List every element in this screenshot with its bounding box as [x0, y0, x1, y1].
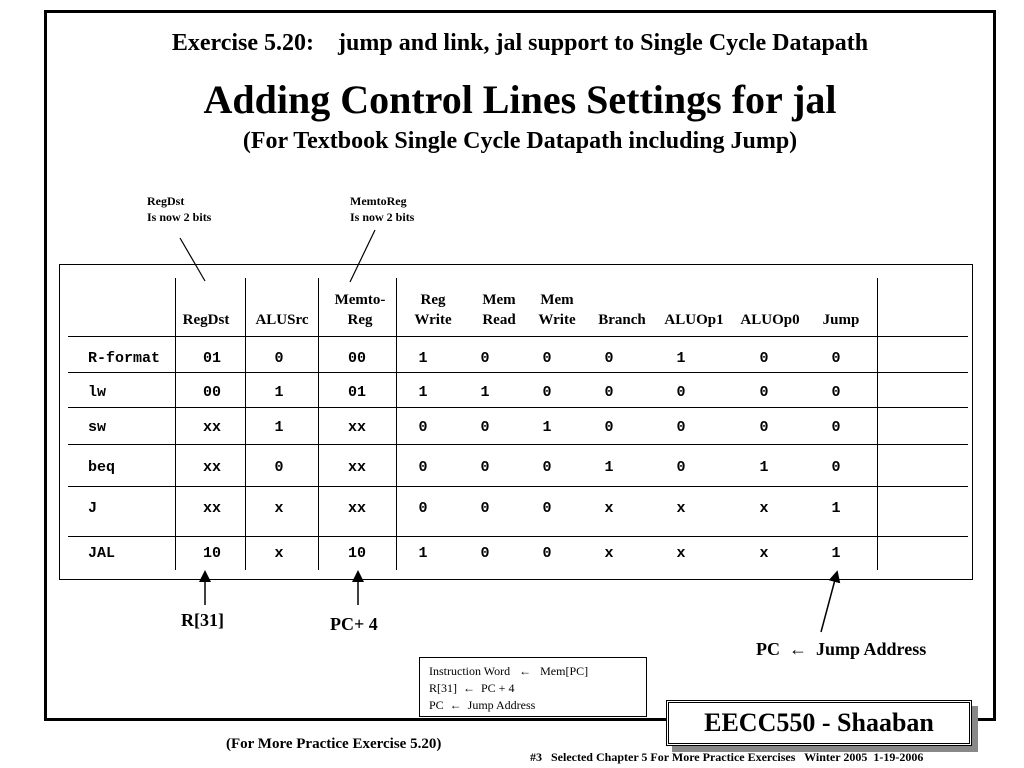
table-cell: xx	[347, 459, 367, 476]
memtoreg-note-line: MemtoReg	[350, 194, 407, 208]
slide-footer: #3 Selected Chapter 5 For More Practice Exercises Winter 2005 1-19-2006	[530, 750, 924, 764]
column-header-line: Read	[482, 312, 516, 328]
table-cell: x	[604, 500, 614, 517]
column-header-line: Memto-	[334, 292, 386, 308]
rtn-legend	[419, 657, 647, 717]
table-cell: 0	[480, 500, 490, 517]
table-cell: xx	[202, 500, 222, 517]
table-cell: 1	[831, 545, 841, 562]
regdst-note-line: Is now 2 bits	[147, 210, 212, 224]
table-cell: xx	[202, 459, 222, 476]
table-cell: 0	[418, 459, 428, 476]
pc-jump-arrow	[821, 576, 836, 632]
table-cell: 0	[759, 350, 769, 367]
table-cell: 0	[676, 384, 686, 401]
table-cell: 0	[418, 500, 428, 517]
table-cell: 01	[202, 350, 222, 367]
column-header-line: ALUOp1	[664, 312, 724, 328]
legend-line: R[31] ← PC + 4	[429, 681, 515, 695]
column-header-line: ALUSrc	[255, 312, 309, 328]
table-cell: 1	[831, 500, 841, 517]
table-cell: 0	[274, 459, 284, 476]
table-cell: 1	[418, 545, 428, 562]
column-header-line: Write	[538, 312, 576, 328]
row-label: sw	[88, 419, 107, 436]
table-cell: x	[759, 500, 769, 517]
legend-line: Instruction Word ← Mem[PC]	[429, 664, 589, 678]
table-cell: 0	[542, 384, 552, 401]
table-cell: 0	[542, 500, 552, 517]
table-cell: 1	[542, 419, 552, 436]
practice-note: (For More Practice Exercise 5.20)	[226, 736, 442, 752]
table-cell: 1	[759, 459, 769, 476]
column-header-line: ALUOp0	[740, 312, 800, 328]
table-cell: 00	[202, 384, 222, 401]
memtoreg-note-pointer	[350, 230, 375, 282]
table-cell: 00	[347, 350, 367, 367]
table-cell: 0	[542, 545, 552, 562]
table-cell: 1	[274, 384, 284, 401]
exercise-title: Exercise 5.20: jump and link, jal support to Single Cycle Datapath	[171, 30, 869, 56]
table-cell: 0	[480, 459, 490, 476]
table-cell: 1	[418, 350, 428, 367]
table-cell: 0	[759, 419, 769, 436]
slide-title: Adding Control Lines Settings for jal	[203, 77, 837, 122]
row-label: JAL	[88, 545, 116, 562]
table-cell: 1	[676, 350, 686, 367]
pc-jump-label: PC ← Jump Address	[756, 639, 927, 659]
table-cell: 1	[480, 384, 490, 401]
row-label: J	[88, 500, 98, 517]
table-cell: 0	[604, 350, 614, 367]
table-cell: 0	[480, 350, 490, 367]
table-cell: 1	[274, 419, 284, 436]
table-cell: x	[759, 545, 769, 562]
column-header-line: RegDst	[182, 312, 230, 328]
table-cell: 0	[831, 419, 841, 436]
regdst-note-line: RegDst	[147, 194, 185, 208]
table-cell: 0	[759, 384, 769, 401]
row-label: beq	[88, 459, 116, 476]
row-label: R-format	[88, 350, 161, 367]
table-cell: 0	[831, 384, 841, 401]
table-cell: 0	[480, 419, 490, 436]
table-cell: 0	[676, 419, 686, 436]
slide-subtitle: (For Textbook Single Cycle Datapath including Jump)	[242, 128, 798, 154]
table-cell: 0	[676, 459, 686, 476]
table-cell: 0	[418, 419, 428, 436]
table-cell: 01	[347, 384, 367, 401]
table-cell: 1	[604, 459, 614, 476]
table-cell: xx	[202, 419, 222, 436]
column-header-line: Jump	[822, 312, 860, 328]
row-label: lw	[88, 384, 107, 401]
table-cell: 0	[831, 350, 841, 367]
table-cell: x	[676, 545, 686, 562]
table-cell: 10	[347, 545, 367, 562]
pc4-label: PC+ 4	[330, 614, 378, 634]
table-cell: x	[274, 500, 284, 517]
table-cell: 0	[604, 419, 614, 436]
memtoreg-note-line: Is now 2 bits	[350, 210, 415, 224]
table-cell: xx	[347, 419, 367, 436]
column-header-line: Mem	[540, 292, 574, 308]
table-cell: 0	[542, 459, 552, 476]
table-cell: x	[604, 545, 614, 562]
table-cell: 0	[831, 459, 841, 476]
column-header-line: Mem	[482, 292, 516, 308]
regdst-note-pointer	[180, 238, 205, 281]
table-cell: 1	[418, 384, 428, 401]
table-cell: 10	[202, 545, 222, 562]
r31-label: R[31]	[181, 610, 224, 630]
table-cell: x	[274, 545, 284, 562]
table-cell: x	[676, 500, 686, 517]
column-header-line: Write	[414, 312, 452, 328]
table-cell: 0	[274, 350, 284, 367]
course-badge: EECC550 - Shaaban	[666, 700, 972, 746]
table-cell: 0	[542, 350, 552, 367]
column-header-line: Branch	[598, 312, 646, 328]
table-cell: 0	[480, 545, 490, 562]
column-header-line: Reg	[420, 292, 446, 308]
table-cell: xx	[347, 500, 367, 517]
legend-line: PC ← Jump Address	[429, 698, 536, 712]
column-header-line: Reg	[347, 312, 373, 328]
table-cell: 0	[604, 384, 614, 401]
